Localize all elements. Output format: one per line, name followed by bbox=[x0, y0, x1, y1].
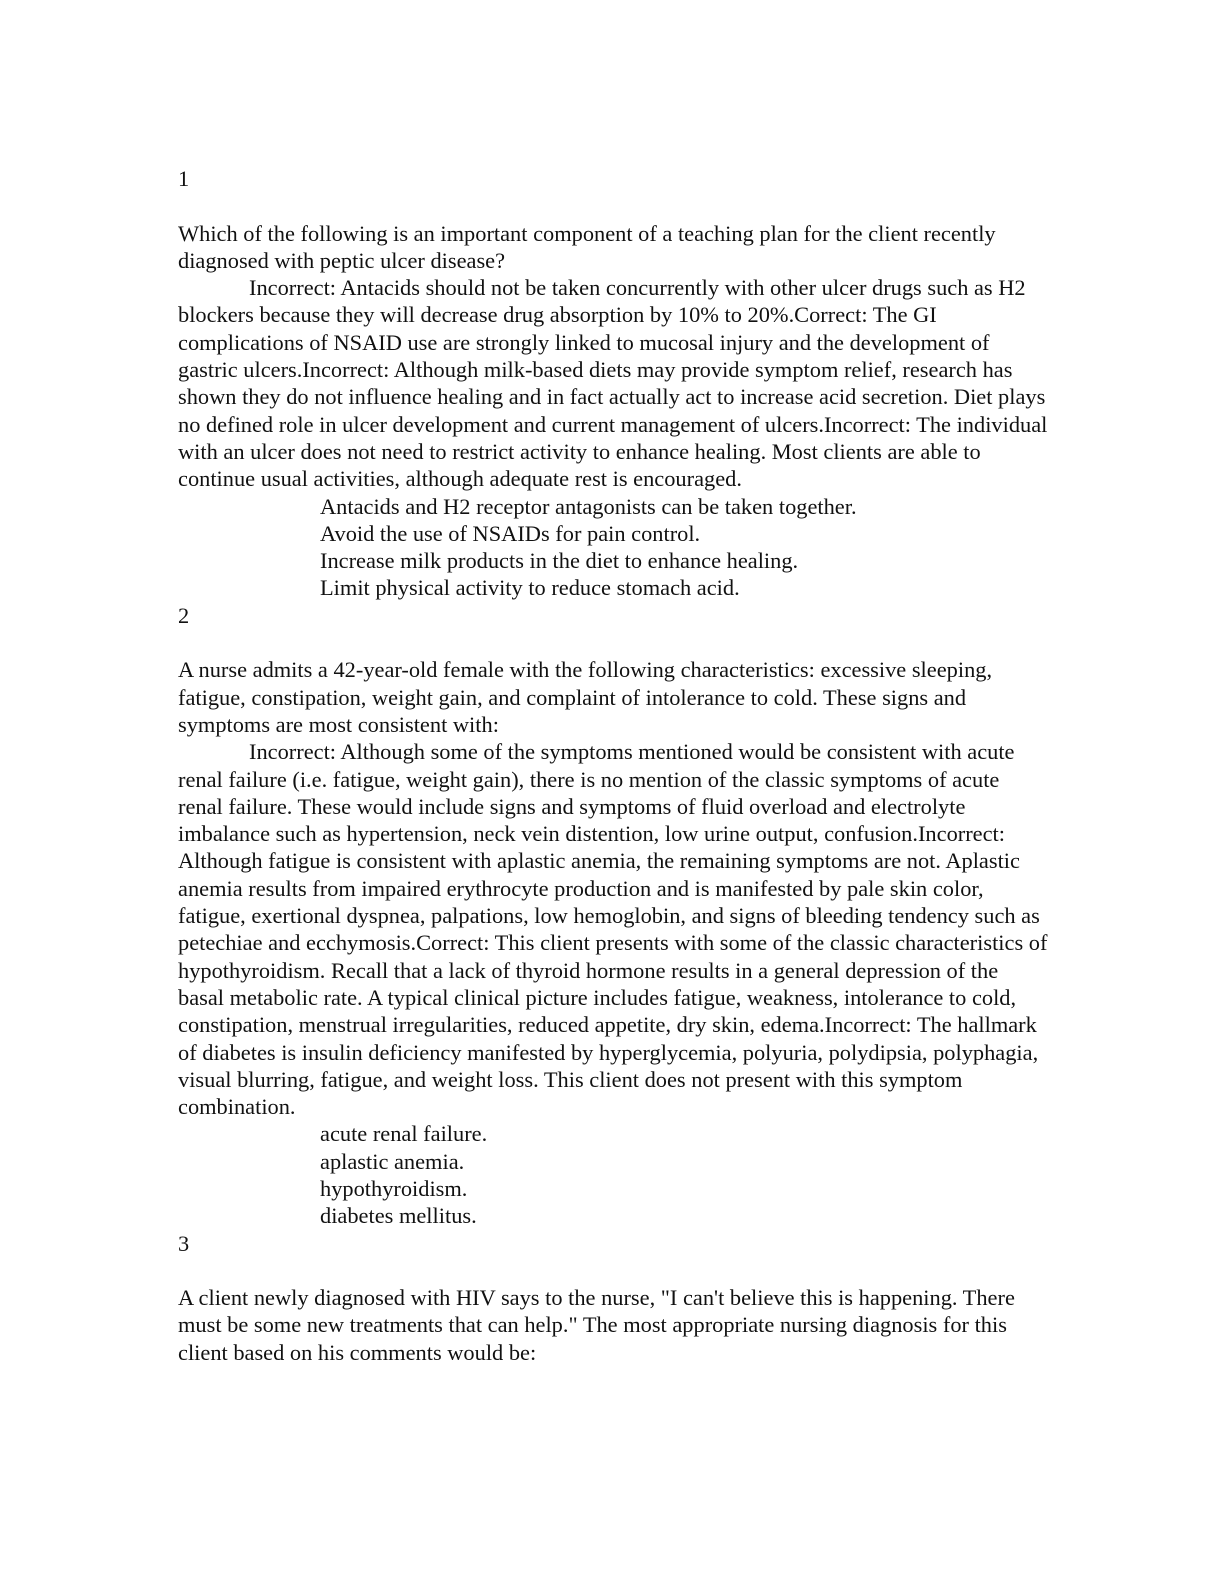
answer-option: Antacids and H2 receptor antagonists can be taken together. bbox=[320, 493, 857, 519]
answer-option: Limit physical activity to reduce stomach acid. bbox=[320, 575, 740, 601]
question-number: 3 bbox=[178, 1230, 190, 1256]
question-number: 2 bbox=[178, 602, 190, 628]
answer-option: diabetes mellitus. bbox=[320, 1203, 477, 1229]
answer-option: acute renal failure. bbox=[320, 1121, 488, 1147]
question-stem: A nurse admits a 42-year-old female with the following characteristics: excessive sleeping, fatigue, constipation, weight gain, and complaint of intolerance to cold. These signs and symptoms are most consistent with: bbox=[178, 657, 993, 737]
answer-rationale: Incorrect: Although some of the symptoms mentioned would be consistent with acute renal failure (i.e. fatigue, weight gain), there is no mention of the classic symptoms of acute renal failure. These would include signs and symptoms of fluid overload and electrolyte imbalance such as hypertension, neck vein distention, low urine output, confusion.Incorrect: Although fatigue is consistent with aplastic anemia, the remaining symptoms are not. Aplastic anemia results from impaired erythrocyte production and is manifested by pale skin color, fatigue, exertional dyspnea, palpations, low hemoglobin, and signs of bleeding tendency such as petechiae and ecchymosis.Correct: This client presents with some of the classic characteristics of hypothyroidism. Recall that a lack of thyroid hormone results in a general depression of the basal metabolic rate. A typical clinical picture includes fatigue, weakness, intolerance to cold, constipation, menstrual irregularities, reduced appetite, dry skin, edema.Incorrect: The hallmark of diabetes is insulin deficiency manifested by hyperglycemia, polyuria, polydipsia, polyphagia, visual blurring, fatigue, and weight loss. This client does not present with this symptom combination. bbox=[178, 739, 1048, 1120]
answer-options bbox=[178, 493, 1048, 602]
question-number: 1 bbox=[178, 166, 190, 191]
question-3 bbox=[178, 1230, 1048, 1366]
question-stem: Which of the following is an important component of a teaching plan for the client recently diagnosed with peptic ulcer disease? bbox=[178, 220, 996, 273]
answer-rationale: Incorrect: Antacids should not be taken concurrently with other ulcer drugs such as H2 blockers because they will decrease drug absorption by 10% to 20%.Correct: The GI complications of NSAID use are strongly linked to mucosal injury and the development of gastric ulcers.Incorrect: Although milk-based diets may provide symptom relief, research has shown they do not influence healing and in fact actually act to increase acid secretion. Diet plays no defined role in ulcer development and current management of ulcers.Incorrect: The individual with an ulcer does not need to restrict activity to enhance healing. Most clients are able to continue usual activities, although adequate rest is encouraged. bbox=[178, 275, 1048, 492]
answer-option: hypothyroidism. bbox=[320, 1175, 468, 1201]
question-1 bbox=[178, 165, 1048, 602]
answer-option: Avoid the use of NSAIDs for pain control. bbox=[320, 520, 701, 546]
question-stem: A client newly diagnosed with HIV says to the nurse, "I can't believe this is happening. There must be some new treatments that can help." The most appropriate nursing diagnosis for this client based on his comments would be: bbox=[178, 1285, 1015, 1365]
answer-options bbox=[178, 1120, 1048, 1229]
spacer bbox=[178, 1257, 1048, 1284]
answer-option: aplastic anemia. bbox=[320, 1148, 465, 1174]
answer-option: Increase milk products in the diet to enhance healing. bbox=[320, 548, 799, 574]
spacer bbox=[178, 629, 1048, 656]
document-page bbox=[178, 165, 1048, 1366]
question-2 bbox=[178, 602, 1048, 1230]
spacer bbox=[178, 192, 1048, 219]
